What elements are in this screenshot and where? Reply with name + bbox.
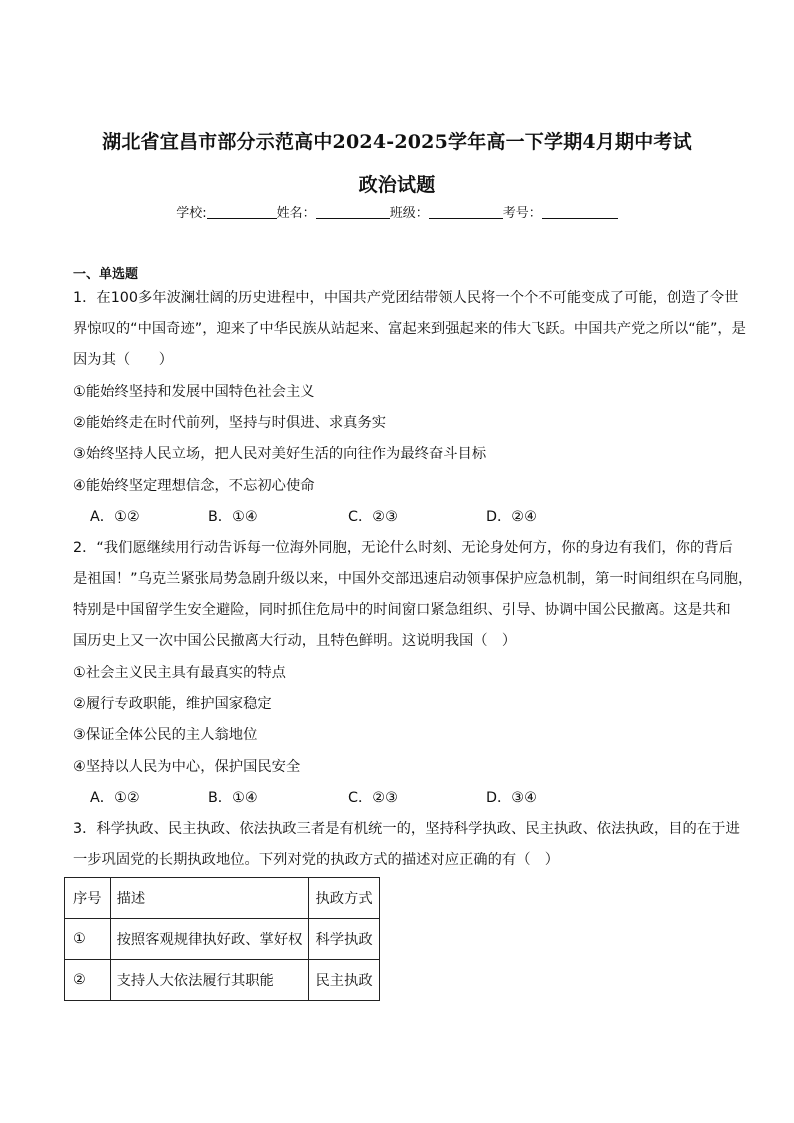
question-2-option-a[interactable]: A．①② — [90, 790, 140, 806]
table-header-row — [65, 878, 380, 919]
question-3-line-1: 3．科学执政、民主执政、依法执政三者是有机统一的，坚持科学执政、民主执政、依法执政，目的在于进 — [73, 821, 740, 837]
question-1-statement-1: ①能始终坚持和发展中国特色社会主义 — [73, 384, 315, 400]
page-title: 湖北省宜昌市部分示范高中2024-2025学年高一下学期4月期中考试 — [102, 131, 692, 153]
table-header-cell: 序号 — [65, 878, 111, 919]
name-blank[interactable] — [316, 205, 390, 219]
student-info-row — [0, 202, 794, 221]
question-2-option-c[interactable]: C．②③ — [348, 790, 398, 806]
question-1-line-1: 1．在100多年波澜壮阔的历史进程中，中国共产党团结带领人民将一个个不可能变成了可能，创造了令世 — [73, 290, 739, 306]
question-2-statement-1: ①社会主义民主具有最真实的特点 — [73, 665, 286, 681]
question-2-statement-2: ②履行专政职能，维护国家稳定 — [73, 696, 272, 712]
exam-no-label: 考号： — [502, 206, 542, 221]
question-1-statement-2: ②能始终走在时代前列，坚持与时俱进、求真务实 — [73, 415, 387, 431]
question-2-line-3: 特别是中国留学生安全避险，同时抓住危局中的时间窗口紧急组织、引导、协调中国公民撤离。这是共和 — [73, 602, 731, 618]
question-3-line-2: 一步巩固党的长期执政地位。下列对党的执政方式的描述对应正确的有（ ） — [73, 852, 560, 868]
question-2-line-1: 2．“我们愿继续用行动告诉每一位海外同胞，无论什么时刻、无论身处何方，你的身边有我们，你的背后 — [73, 540, 733, 556]
table-row — [65, 919, 380, 960]
question-2-option-d[interactable]: D．③④ — [486, 790, 537, 806]
question-3-table — [64, 877, 380, 1001]
exam-no-blank[interactable] — [542, 205, 618, 219]
question-1-option-b[interactable]: B．①④ — [208, 509, 258, 525]
section-title: 一、单选题 — [73, 267, 139, 282]
school-label: 学校: — [176, 206, 207, 221]
question-1-line-2: 界惊叹的“中国奇迹”，迎来了中华民族从站起来、富起来到强起来的伟大飞跃。中国共产党之所以“能”，是 — [73, 321, 746, 337]
table-cell: 科学执政 — [309, 919, 380, 960]
table-row — [65, 960, 380, 1001]
school-blank[interactable] — [207, 205, 277, 219]
class-label: 班级： — [389, 206, 429, 221]
question-1-statement-3: ③始终坚持人民立场，把人民对美好生活的向往作为最终奋斗目标 — [73, 446, 487, 462]
table-cell: 民主执政 — [309, 960, 380, 1001]
class-blank[interactable] — [429, 205, 503, 219]
question-1-option-a[interactable]: A．①② — [90, 509, 140, 525]
page-subtitle: 政治试题 — [358, 174, 436, 196]
table-cell: ② — [65, 960, 111, 1001]
table-cell: 按照客观规律执好政、掌好权 — [110, 919, 309, 960]
table-header-cell: 描述 — [110, 878, 309, 919]
question-2-line-2: 是祖国！”乌克兰紧张局势急剧升级以来，中国外交部迅速启动领事保护应急机制，第一时间组织在乌同胞， — [73, 571, 753, 587]
question-1-option-c[interactable]: C．②③ — [348, 509, 398, 525]
table-cell: ① — [65, 919, 111, 960]
question-1-option-d[interactable]: D．②④ — [486, 509, 537, 525]
question-1-statement-4: ④能始终坚定理想信念，不忘初心使命 — [73, 478, 315, 494]
question-2-line-4: 国历史上又一次中国公民撤离大行动，且特色鲜明。这说明我国（ ） — [73, 633, 517, 649]
table-header-cell: 执政方式 — [309, 878, 380, 919]
question-2-option-b[interactable]: B．①④ — [208, 790, 258, 806]
name-label: 姓名： — [276, 206, 316, 221]
table-cell: 支持人大依法履行其职能 — [110, 960, 309, 1001]
question-2-statement-4: ④坚持以人民为中心，保护国民安全 — [73, 759, 301, 775]
question-1-line-3: 因为其（ ） — [73, 352, 174, 368]
question-2-statement-3: ③保证全体公民的主人翁地位 — [73, 727, 258, 743]
